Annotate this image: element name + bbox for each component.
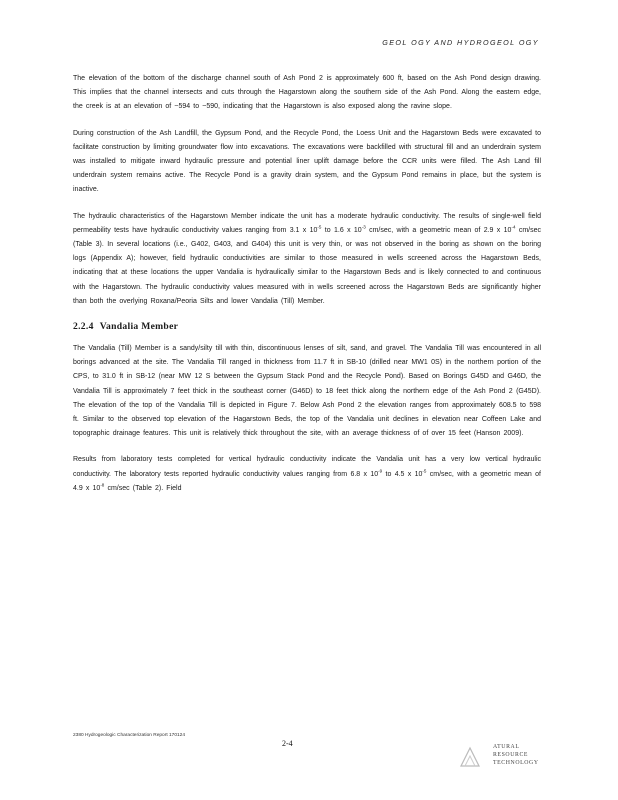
paragraph-construction: During construction of the Ash Landfill, the Gypsum Pond, and the Recycle Pond, the Loess Unit and the Hagarstown Beds were excavated to facilitate construction by limiting groundwater flow into excavations. The excavations were backfilled with structural fill and an underdrain system was installed to mitigate inward hydraulic pressure and potential liner uplift damage before the CCR units were filled. The Ash Land fill underdrain system remains active. The Recycle Pond is a gravity drain system, and the Gypsum Pond remains in place, but the system is inactive.	[73, 129, 541, 194]
exponent: -5	[422, 468, 427, 474]
text-run: cm/sec, with a geometric mean of 2.9 x 10	[365, 226, 512, 234]
paragraph-discharge-channel: The elevation of the bottom of the discharge channel south of Ash Pond 2 is approximately 600 ft, based on the Ash Pond design drawing. This implies that the channel intersects and cuts through the Hagarstown along the southern side of the Ash Pond. Along the eastern edge, the creek is at an elevation of ~594 to ~590, indicating that the Hagarstown is also exposed along the ravine slope.	[73, 75, 541, 111]
body-text	[73, 72, 541, 508]
exponent: -5	[317, 224, 322, 230]
logo-line: ATURAL	[493, 744, 520, 750]
logo-line: TECHNOLOGY	[493, 760, 539, 766]
paragraph-vandalia-lab-results	[73, 453, 541, 496]
page-number: 2-4	[282, 739, 293, 748]
exponent: -9	[378, 468, 383, 474]
logo-line: RESOURCE	[493, 752, 529, 758]
footer-report-id: 2380 Hydrogeologic Characterization Report 170124	[73, 733, 185, 738]
exponent: -8	[100, 482, 105, 488]
exponent: -4	[511, 224, 516, 230]
text-run: cm/sec (Table 2). Field	[104, 484, 182, 492]
paragraph-vandalia-description: The Vandalia (Till) Member is a sandy/silty till with thin, discontinuous lenses of silt, sand, and gravel. The Vandalia Till was encountered in all borings advanced at the site. The Vandalia Till ranged in thickness from 11.7 ft in SB-10 (drilled near MW1 0S) in the northern portion of the CPS, to 31.0 ft in SB-12 (near MW 12 S between the Gypsum Stack Pond and the Recycle Pond). Based on Borings G45D and G46D, the Vandalia Till is approximately 7 feet thick in the southeast corner (G46D) to 18 feet thick along the northern edge of the Ash Pond 2 (G45D). The elevation of the top of the Vandalia Till is depicted in Figure 7. Below Ash Pond 2 the elevation ranges from approximately 608.5 to 598 ft. Similar to the observed top elevation of the Hagarstown Beds, the top of the Vandalia unit declines in elevation near Coffeen Lake and topographic drainage features. This unit is relatively thick throughout the site, with an average thickness of of over 15 feet (Hanson 2009).	[73, 345, 541, 438]
logo-text	[493, 743, 539, 767]
exponent: -3	[361, 224, 366, 230]
logo-mark-icon	[457, 744, 483, 770]
running-header: GEOL OGY AND HYDROGEOL OGY	[382, 38, 539, 47]
section-heading	[73, 321, 541, 332]
paragraph-hagarstown-hydraulics	[73, 210, 541, 309]
text-run: cm/sec (Table 3). In several locations (i.e., G402, G403, and G404) this unit is very thin, or was not observed in the boring as shown on the boring logs (Appendix A); however, field hydraulic conductivities are similar to those measured in wells screened across the Hagarstown Beds, indicating that at these locations the upper Vandalia is hydraulically similar to the Hagarstown Beds and is likely connected to and continuous with the Hagarstown. The hydraulic conductivity values measured with in wells screened across the Hagarstown Beds are significantly higher than both the overlying Roxana/Peoria Silts and lower Vandalia (Till) Member.	[73, 226, 541, 305]
text-run: to 4.5 x 10	[382, 470, 423, 478]
text-run: The hydraulic characteristics of the Hagarstown Member indicate the unit has a moderate hydraulic conductivity. The results of single-well field permeability tests have hydraulic conductivity values ranging from 3.1 x 10	[73, 212, 541, 234]
section-title: Vandalia Member	[99, 321, 179, 333]
section-number: 2.2.4	[73, 321, 94, 333]
text-run: cm/sec, with a geometric mean of 4.9 x 10	[73, 470, 541, 492]
company-logo	[457, 742, 557, 776]
text-run: to 1.6 x 10	[321, 226, 362, 234]
text-run: Results from laboratory tests completed for vertical hydraulic conductivity indicate the Vandalia unit has a very low vertical hydraulic conductivity. The laboratory tests reported hydraulic conductivity values ranging from 6.8 x 10	[73, 456, 541, 478]
